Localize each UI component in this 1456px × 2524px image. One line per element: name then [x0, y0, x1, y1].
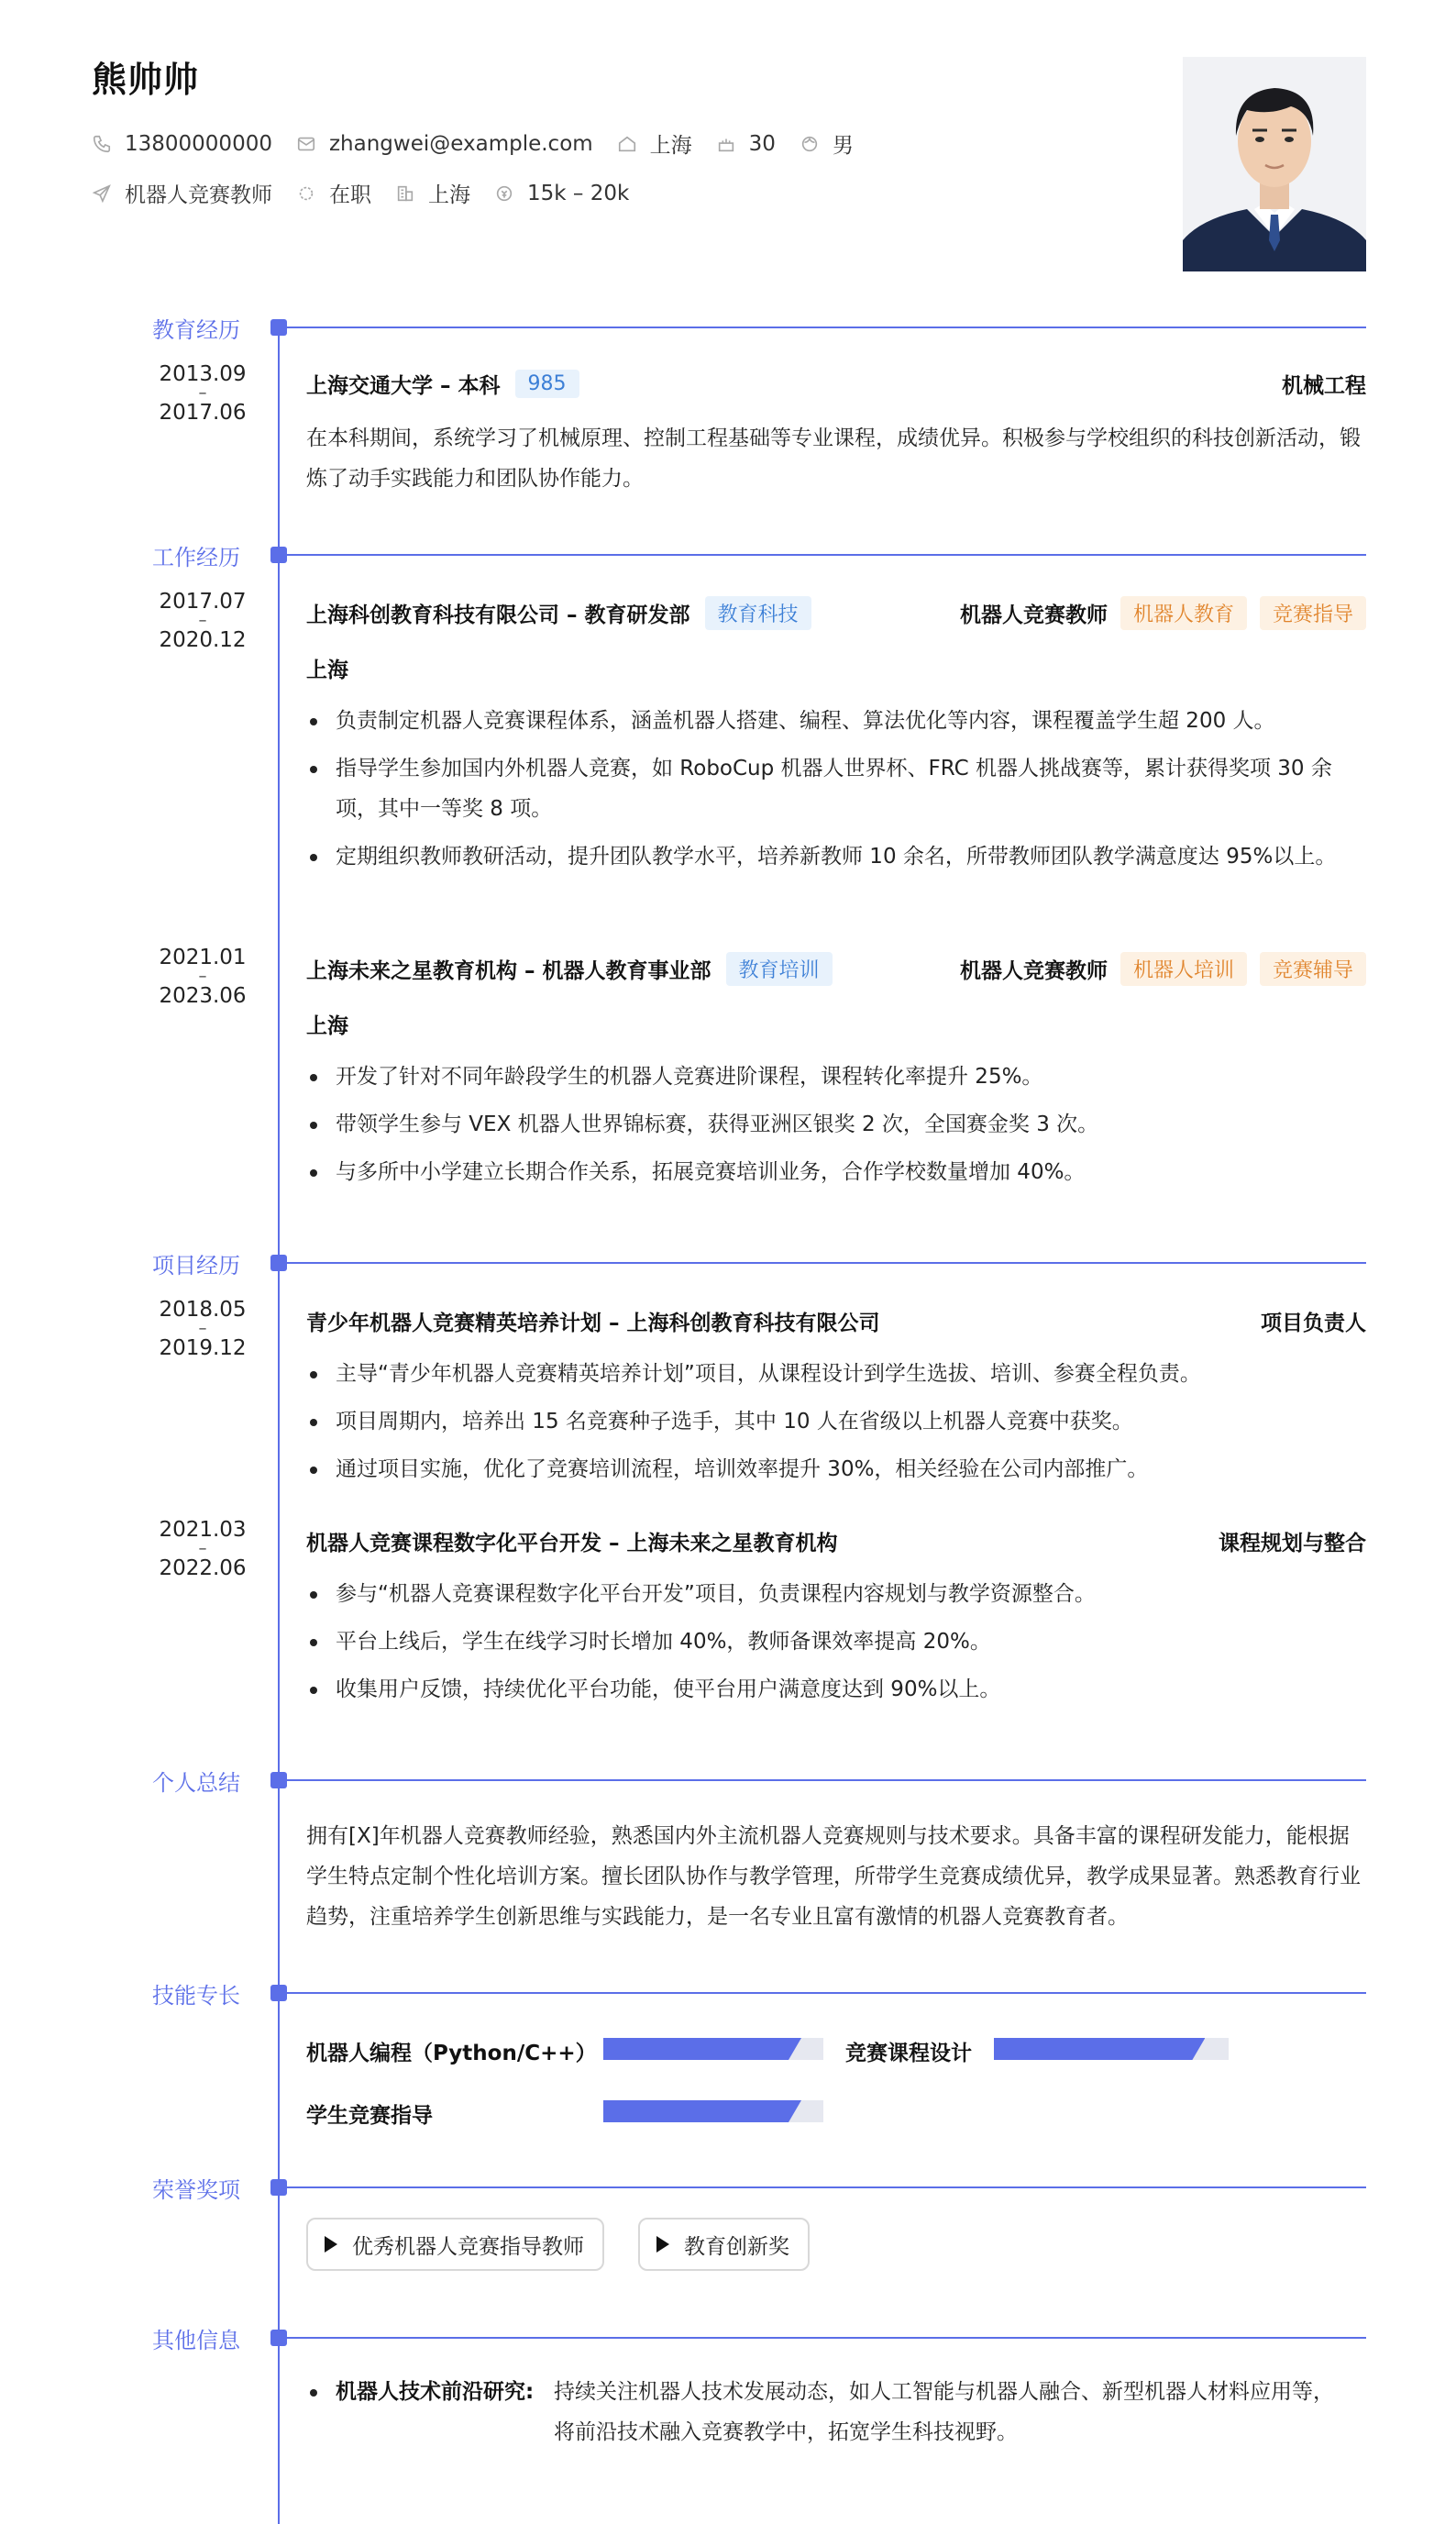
mail-icon — [296, 134, 316, 154]
date-end: 2017.06 — [159, 401, 247, 425]
home-icon — [617, 134, 637, 154]
summary-text: 拥有[X]年机器人竞赛教师经验，熟悉国内外主流机器人竞赛规则与技术要求。具备丰富的课程研发能力，能根据学生特点定制个性化培训方案。擅长团队协作与教学管理，所带学生竞赛成绩优异，教学成果显著。熟悉教育行业趋势，注重培养学生创新思维与实践能力，是一名专业且富有激情的机器人竞赛教育者。 — [306, 1824, 1361, 1929]
avatar — [1183, 57, 1366, 271]
date-dash: – — [198, 611, 207, 630]
project-title: 机器人竞赛课程数字化平台开发 – 上海未来之星教育机构 — [306, 1532, 838, 1555]
list-item: 指导学生参加国内外机器人竞赛，如 RoboCup 机器人世界杯、FRC 机器人挑战赛等，累计获得奖项 30 余项，其中一等奖 8 项。 — [306, 748, 1366, 829]
skill-label: 机器人编程（Python/C++） — [306, 2042, 597, 2065]
skill-bar — [994, 2038, 1229, 2060]
job-intent-row — [92, 178, 653, 208]
date-start: 2013.09 — [159, 362, 247, 386]
work-city: 上海 — [306, 659, 348, 682]
section-node — [270, 547, 287, 563]
play-icon — [656, 2236, 669, 2253]
section-divider — [287, 2186, 1366, 2188]
work-bullets — [306, 701, 1366, 884]
section-title-skills: 技能专长 — [152, 1983, 240, 2009]
section-title-other: 其他信息 — [152, 2328, 240, 2353]
section-node — [270, 1985, 287, 2001]
school-tag: 985 — [515, 370, 579, 398]
job-target-text: 机器人竞赛教师 — [125, 183, 272, 207]
work-date — [147, 589, 259, 653]
skill-fill — [603, 2100, 801, 2122]
section-divider — [287, 327, 1366, 328]
school-name: 上海交通大学 – 本科 — [306, 374, 501, 398]
company-name: 上海科创教育科技有限公司 – 教育研发部 — [306, 603, 690, 627]
send-icon — [92, 183, 112, 204]
location-item — [617, 128, 692, 159]
status-item — [296, 178, 371, 208]
skill-label: 学生竞赛指导 — [306, 2104, 433, 2128]
edu-header — [306, 369, 1366, 399]
company-name: 上海未来之星教育机构 – 机器人教育事业部 — [306, 959, 711, 983]
date-dash: – — [198, 967, 207, 986]
list-item: 带领学生参与 VEX 机器人世界锦标赛，获得亚洲区银奖 2 次，全国赛金奖 3 次。 — [306, 1104, 1366, 1145]
job-target-item — [92, 178, 272, 208]
section-title-education: 教育经历 — [152, 317, 240, 343]
work-city: 上海 — [306, 1014, 348, 1038]
job-role: 机器人竞赛教师 — [959, 959, 1108, 983]
date-dash: – — [198, 383, 207, 403]
age-text: 30 — [748, 131, 776, 156]
section-node — [270, 319, 287, 336]
contact-row — [92, 128, 877, 159]
list-item: 平台上线后，学生在线学习时长增加 40%，教师备课效率提高 20%。 — [306, 1622, 1366, 1662]
salary-icon — [494, 183, 514, 204]
date-end: 2023.06 — [159, 984, 247, 1008]
project-bullets — [306, 1574, 1366, 1717]
date-start: 2018.05 — [159, 1298, 247, 1322]
edu-date — [147, 361, 259, 426]
resume-name: 熊帅帅 — [92, 60, 200, 100]
list-item: 参与“机器人竞赛课程数字化平台开发”项目，负责课程内容规划与教学资源整合。 — [306, 1574, 1366, 1614]
age-icon — [716, 134, 736, 154]
role-tag: 竞赛指导 — [1260, 596, 1366, 630]
section-node — [270, 1255, 287, 1271]
edu-description: 在本科期间，系统学习了机械原理、控制工程基础等专业课程，成绩优异。积极参与学校组织的科技创新活动，锻炼了动手实践能力和团队协作能力。 — [306, 426, 1361, 491]
date-start: 2017.07 — [159, 590, 247, 614]
skill-bar — [603, 2038, 823, 2060]
project-role: 课程规划与整合 — [1219, 1532, 1366, 1555]
section-divider — [287, 1779, 1366, 1781]
phone-icon — [92, 134, 112, 154]
list-item: 开发了针对不同年龄段学生的机器人竞赛进阶课程，课程转化率提升 25%。 — [306, 1057, 1366, 1097]
list-item: 与多所中小学建立长期合作关系，拓展竞赛培训业务，合作学校数量增加 40%。 — [306, 1152, 1366, 1192]
section-node — [270, 1772, 287, 1788]
project-bullets — [306, 1354, 1366, 1497]
role-tag: 机器人教育 — [1120, 596, 1247, 630]
phone-item — [92, 132, 272, 156]
list-item: 主导“青少年机器人竞赛精英培养计划”项目，从课程设计到学生选拔、培训、参赛全程负责。 — [306, 1354, 1366, 1394]
skill-fill — [994, 2038, 1205, 2060]
salary-text: 15k – 20k — [527, 181, 630, 205]
status-icon — [296, 183, 316, 204]
skill-bar — [603, 2100, 823, 2122]
play-icon — [325, 2236, 337, 2253]
skill-fill — [603, 2038, 801, 2060]
honor-badge — [306, 2218, 604, 2271]
building-icon — [395, 183, 415, 204]
date-dash: – — [198, 1539, 207, 1558]
salary-item — [494, 182, 629, 205]
list-item: 项目周期内，培养出 15 名竞赛种子选手，其中 10 人在省级以上机器人竞赛中获奖。 — [306, 1401, 1366, 1442]
target-city-text: 上海 — [428, 183, 470, 207]
section-divider — [287, 554, 1366, 556]
major-name: 机械工程 — [1282, 374, 1366, 398]
date-dash: – — [198, 1319, 207, 1338]
section-node — [270, 2330, 287, 2346]
honor-badge — [638, 2218, 810, 2271]
project-title: 青少年机器人竞赛精英培养计划 – 上海科创教育科技有限公司 — [306, 1312, 880, 1335]
phone-text: 13800000000 — [125, 131, 272, 156]
date-end: 2019.12 — [159, 1336, 247, 1360]
work-header — [306, 952, 1366, 986]
location-text: 上海 — [649, 134, 692, 158]
section-divider — [287, 1262, 1366, 1264]
work-bullets — [306, 1057, 1366, 1200]
job-role: 机器人竞赛教师 — [959, 603, 1108, 627]
date-end: 2022.06 — [159, 1556, 247, 1580]
date-end: 2020.12 — [159, 628, 247, 652]
project-header — [306, 1526, 1366, 1556]
section-divider — [287, 1992, 1366, 1994]
date-start: 2021.03 — [159, 1518, 247, 1542]
section-title-work: 工作经历 — [152, 545, 240, 570]
age-item — [716, 132, 776, 156]
industry-tag: 教育科技 — [705, 596, 811, 630]
list-item: 收集用户反馈，持续优化平台功能，使平台用户满意度达到 90%以上。 — [306, 1669, 1366, 1710]
section-title-summary: 个人总结 — [152, 1770, 240, 1796]
role-tag: 机器人培训 — [1120, 952, 1247, 986]
list-item: 通过项目实施，优化了竞赛培训流程，培训效率提升 30%，相关经验在公司内部推广。 — [306, 1449, 1366, 1489]
gender-text: 男 — [832, 134, 854, 158]
honor-text: 优秀机器人竞赛指导教师 — [352, 2234, 584, 2259]
section-node — [270, 2179, 287, 2196]
gender-item — [800, 128, 854, 159]
date-start: 2021.01 — [159, 946, 247, 969]
target-city-item — [395, 178, 470, 208]
gender-icon — [800, 134, 820, 154]
list-item: 负责制定机器人竞赛课程体系，涵盖机器人搭建、编程、算法优化等内容，课程覆盖学生超 200 人。 — [306, 701, 1366, 741]
status-text: 在职 — [329, 183, 371, 207]
other-label: 机器人技术前沿研究: — [336, 2380, 535, 2404]
project-date — [147, 1297, 259, 1361]
work-header — [306, 596, 1366, 630]
section-title-honors: 荣誉奖项 — [152, 2177, 240, 2203]
role-tag: 竞赛辅导 — [1260, 952, 1366, 986]
section-divider — [287, 2337, 1366, 2339]
project-role: 项目负责人 — [1261, 1312, 1366, 1335]
industry-tag: 教育培训 — [726, 952, 833, 986]
project-date — [147, 1517, 259, 1581]
project-header — [306, 1306, 1366, 1336]
skill-label: 竞赛课程设计 — [845, 2042, 972, 2065]
list-item: 定期组织教师教研活动，提升团队教学水平，培养新教师 10 余名，所带教师团队教学满意度达 95%以上。 — [306, 836, 1366, 877]
bullet-dot — [310, 2389, 317, 2397]
email-item — [296, 132, 593, 156]
email-text: zhangwei@example.com — [328, 131, 593, 156]
honor-text: 教育创新奖 — [684, 2234, 789, 2259]
section-title-projects: 项目经历 — [152, 1253, 240, 1279]
profile-photo — [1183, 57, 1366, 271]
other-text: 持续关注机器人技术发展动态，如人工智能与机器人融合、新型机器人材料应用等，将前沿技术融入竞赛教学中，拓宽学生科技视野。 — [554, 2380, 1334, 2444]
work-date — [147, 945, 259, 1009]
